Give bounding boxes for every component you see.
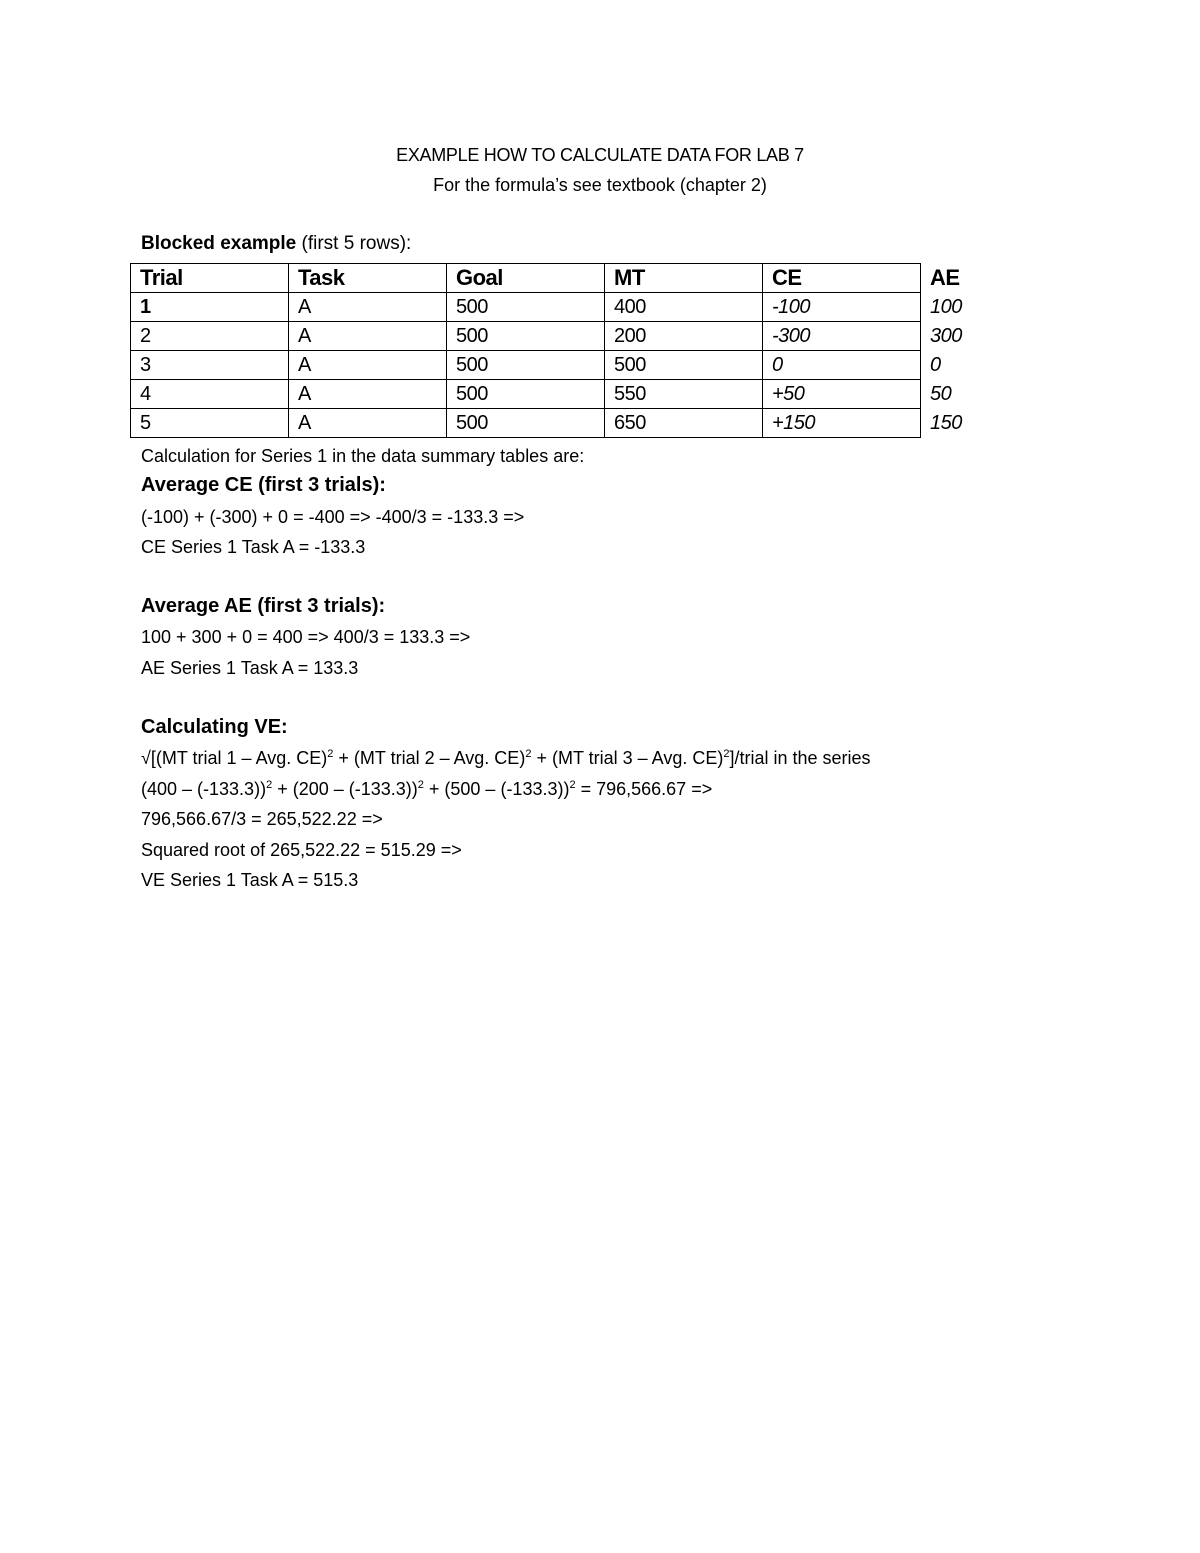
cell-ce: +50	[763, 380, 921, 409]
blocked-example-label-bold: Blocked example	[141, 233, 297, 254]
squared-superscript: 2	[525, 748, 532, 760]
ve-division-line: 796,566.67/3 = 265,522.22 =>	[141, 809, 383, 829]
cell-trial: 4	[131, 380, 289, 409]
header-trial: Trial	[131, 264, 289, 293]
ae-heading: Average AE (first 3 trials):	[141, 595, 386, 617]
ae-calc-line: 100 + 300 + 0 = 400 => 400/3 = 133.3 =>	[141, 627, 471, 647]
cell-ce: -100	[763, 293, 921, 322]
cell-goal: 500	[447, 409, 605, 438]
blocked-example-label	[141, 233, 411, 255]
squared-superscript: 2	[723, 748, 730, 760]
cell-mt: 200	[605, 322, 763, 351]
cell-ae: 150	[921, 409, 1011, 438]
squared-superscript: 2	[417, 779, 424, 791]
ce-heading: Average CE (first 3 trials):	[141, 474, 386, 496]
blocked-example-label-rest: (first 5 rows):	[296, 233, 412, 254]
cell-trial: 2	[131, 322, 289, 351]
cell-ae: 100	[921, 293, 1011, 322]
table-row	[131, 409, 1011, 438]
cell-mt: 650	[605, 409, 763, 438]
ve-sub-part: = 796,566.67 =>	[575, 779, 713, 799]
squared-superscript: 2	[569, 779, 576, 791]
cell-ae: 0	[921, 351, 1011, 380]
ve-formula-part: ]/trial in the series	[729, 748, 871, 768]
ve-heading: Calculating VE:	[141, 716, 288, 738]
cell-mt: 550	[605, 380, 763, 409]
document-title: EXAMPLE HOW TO CALCULATE DATA FOR LAB 7	[396, 145, 804, 165]
ve-formula-part: + (MT trial 2 – Avg. CE)	[333, 748, 526, 768]
header-goal: Goal	[447, 264, 605, 293]
cell-ce: 0	[763, 351, 921, 380]
cell-goal: 500	[447, 293, 605, 322]
cell-task: A	[289, 380, 447, 409]
document-subtitle: For the formula’s see textbook (chapter 2)	[433, 175, 767, 195]
data-table	[130, 263, 1010, 438]
header-mt: MT	[605, 264, 763, 293]
ae-result-line: AE Series 1 Task A = 133.3	[141, 658, 359, 678]
table-row	[131, 293, 1011, 322]
header-ae: AE	[921, 264, 1011, 293]
cell-mt: 400	[605, 293, 763, 322]
table-row	[131, 322, 1011, 351]
ve-root-line: Squared root of 265,522.22 = 515.29 =>	[141, 840, 462, 860]
header-task: Task	[289, 264, 447, 293]
table-header-row	[131, 264, 1011, 293]
table-row	[131, 380, 1011, 409]
cell-trial: 5	[131, 409, 289, 438]
ve-sub-part: + (500 – (-133.3))	[423, 779, 570, 799]
squared-superscript: 2	[266, 779, 273, 791]
cell-ae: 50	[921, 380, 1011, 409]
cell-task: A	[289, 351, 447, 380]
ve-substitution-line	[141, 779, 712, 800]
calculation-intro: Calculation for Series 1 in the data summary tables are:	[141, 446, 585, 466]
ce-result-line: CE Series 1 Task A = -133.3	[141, 537, 366, 557]
cell-ae: 300	[921, 322, 1011, 351]
cell-task: A	[289, 322, 447, 351]
ve-formula-part: √[(MT trial 1 – Avg. CE)	[141, 748, 328, 768]
cell-goal: 500	[447, 380, 605, 409]
ve-sub-part: (400 – (-133.3))	[141, 779, 267, 799]
ve-result-line: VE Series 1 Task A = 515.3	[141, 870, 359, 890]
cell-ce: -300	[763, 322, 921, 351]
cell-trial: 1	[131, 293, 289, 322]
cell-mt: 500	[605, 351, 763, 380]
cell-task: A	[289, 293, 447, 322]
cell-trial: 3	[131, 351, 289, 380]
cell-goal: 500	[447, 322, 605, 351]
header-ce: CE	[763, 264, 921, 293]
cell-goal: 500	[447, 351, 605, 380]
ve-formula-line	[141, 748, 871, 769]
ce-calc-line: (-100) + (-300) + 0 = -400 => -400/3 = -133.3 =>	[141, 507, 525, 527]
cell-ce: +150	[763, 409, 921, 438]
squared-superscript: 2	[327, 748, 334, 760]
table-row	[131, 351, 1011, 380]
ve-sub-part: + (200 – (-133.3))	[272, 779, 418, 799]
ve-formula-part: + (MT trial 3 – Avg. CE)	[531, 748, 724, 768]
cell-task: A	[289, 409, 447, 438]
